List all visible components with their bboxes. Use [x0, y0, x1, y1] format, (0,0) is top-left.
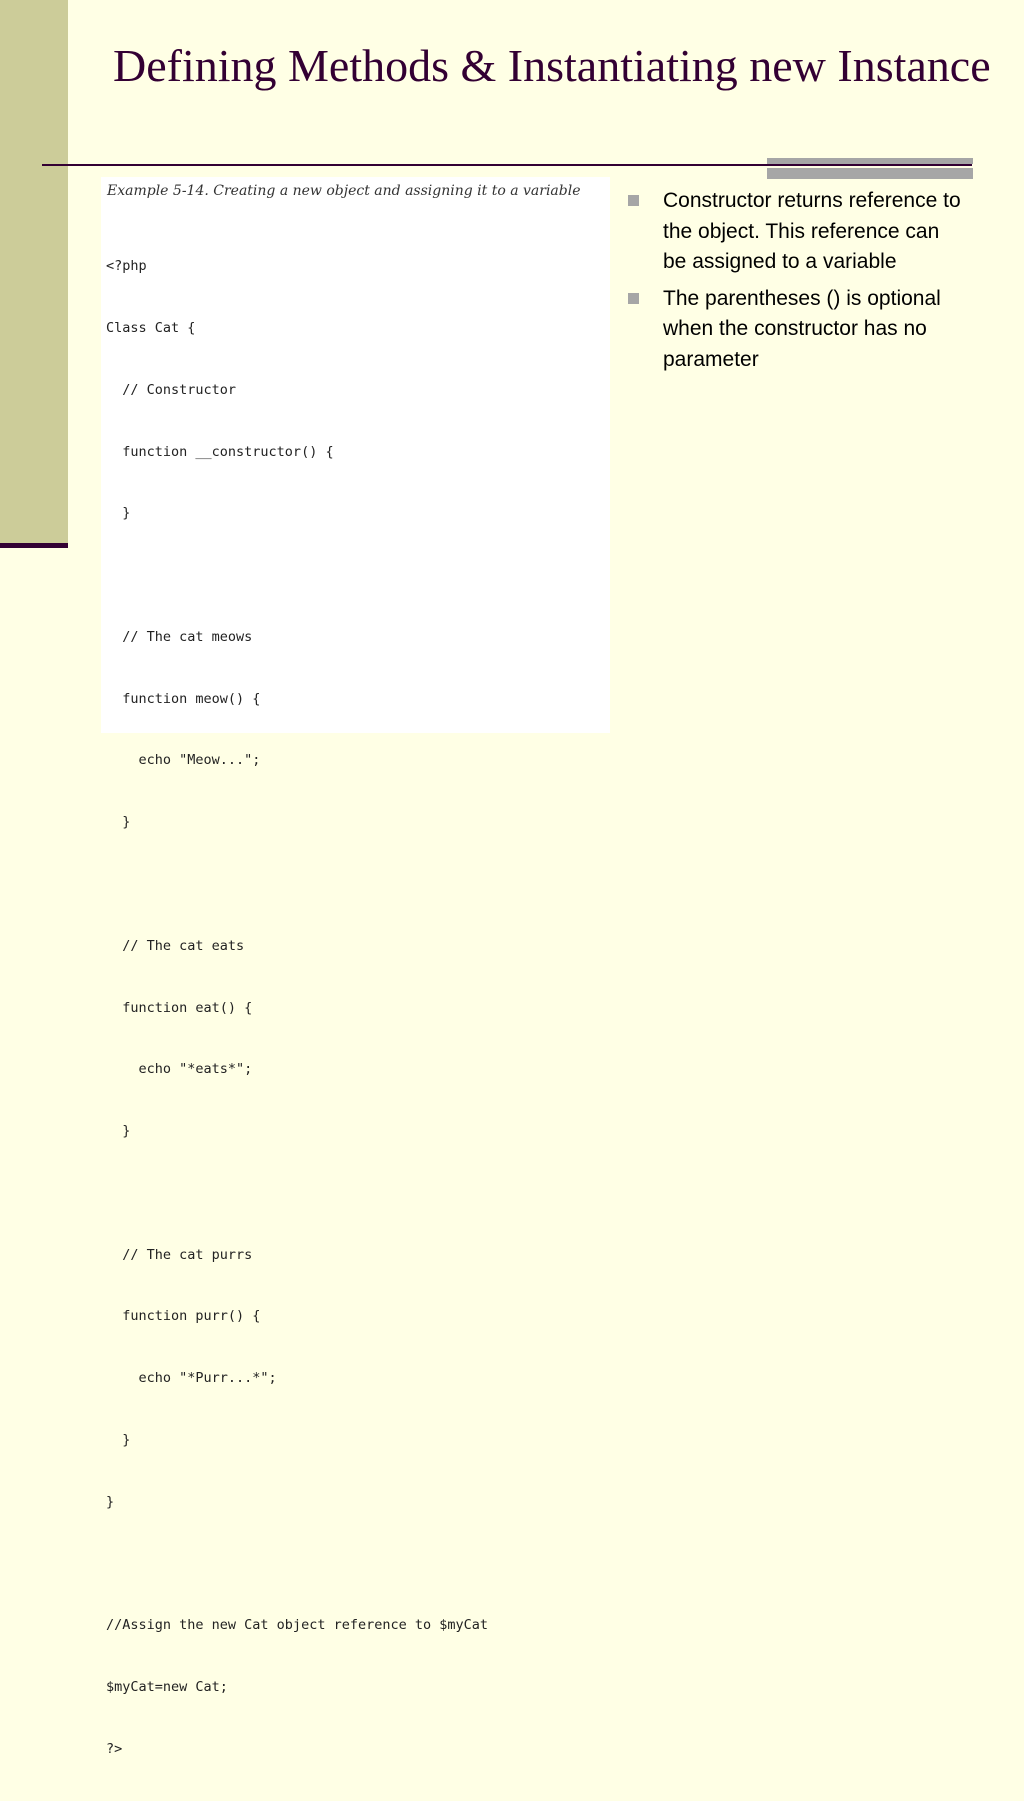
- code-line: }: [106, 505, 131, 522]
- code-line: // Constructor: [106, 381, 237, 398]
- code-figure: [101, 177, 610, 1757]
- code-caption: Example 5-14. Creating a new object and assigning it to a variable: [107, 183, 581, 199]
- code-line: // The cat meows: [106, 628, 253, 645]
- square-bullet-icon: [628, 195, 639, 206]
- slide-title: Defining Methods & Instantiating new Instance: [113, 40, 991, 91]
- code-line: }: [106, 814, 131, 831]
- left-accent-band-foot: [0, 543, 68, 548]
- code-line: function __constructor() {: [106, 443, 334, 460]
- bullet-text: The parentheses () is optional when the constructor has no parameter: [663, 286, 941, 371]
- code-line: function purr() {: [106, 1308, 261, 1325]
- code-line: echo "Meow...";: [106, 752, 261, 769]
- code-line: }: [106, 1493, 115, 1510]
- title-rule-grey-bottom: [767, 168, 973, 179]
- code-line: echo "*eats*";: [106, 1061, 253, 1078]
- code-line: [106, 565, 488, 586]
- code-line: Class Cat {: [106, 319, 196, 336]
- code-line: $myCat=new Cat;: [106, 1679, 228, 1696]
- square-bullet-icon: [628, 293, 639, 304]
- left-accent-band: [0, 0, 68, 545]
- title-rule: [42, 164, 972, 166]
- code-line: [106, 874, 488, 895]
- bullet-text: Constructor returns reference to the object. This reference can be assigned to a variable: [663, 189, 961, 273]
- bullet-item: [628, 284, 968, 376]
- code-line: function meow() {: [106, 690, 261, 707]
- code-line: [106, 1554, 488, 1575]
- bullet-list: [628, 186, 968, 381]
- code-line: ?>: [106, 1740, 123, 1757]
- code-line: function eat() {: [106, 999, 253, 1016]
- code-line: echo "*Purr...*";: [106, 1370, 277, 1387]
- code-line: <?php: [106, 258, 147, 275]
- code-line: // The cat eats: [106, 937, 245, 954]
- code-line: }: [106, 1432, 131, 1449]
- code-line: // The cat purrs: [106, 1246, 253, 1263]
- code-line: [106, 1183, 488, 1204]
- code-line: }: [106, 1123, 131, 1140]
- bullet-item: [628, 186, 968, 278]
- code-line: //Assign the new Cat object reference to $myCat: [106, 1617, 489, 1634]
- code-block: [106, 215, 488, 1801]
